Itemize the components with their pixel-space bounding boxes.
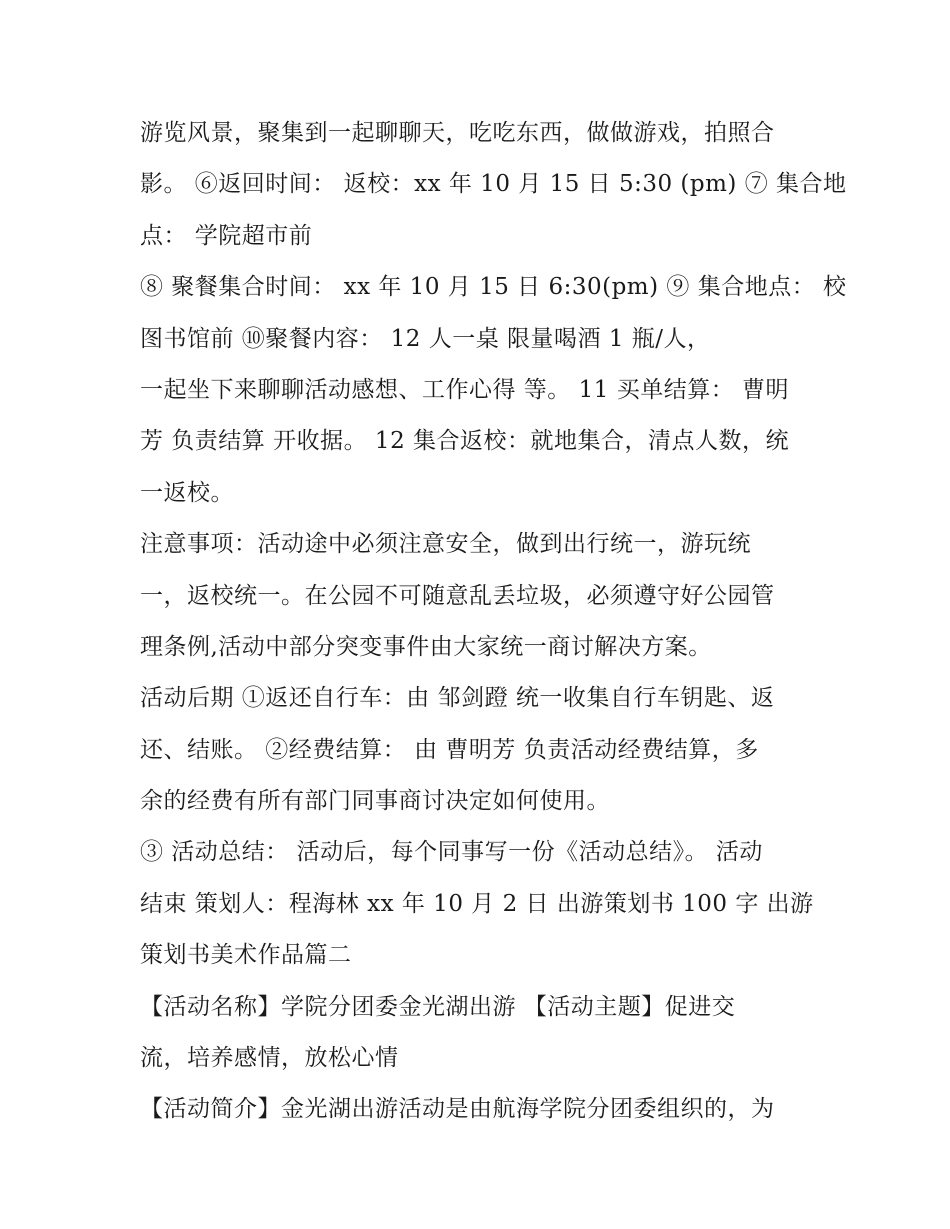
text-line: 注意事项：活动途中必须注意安全，做到出行统一，游玩统	[140, 531, 751, 558]
text-line: 一，返校统一。在公园不可随意乱丢垃圾，必须遵守好公园管	[140, 582, 775, 609]
text-line: 【活动简介】金光湖出游活动是由航海学院分团委组织的，为	[140, 1096, 775, 1123]
text-line: 活动后期 ①返还自行车：由 邹剑蹬 统一收集自行车钥匙、返	[140, 685, 775, 712]
text-line: 影。 ⑥返回时间： 返校：xx 年 10 月 15 日 5:30 (pm) ⑦ 集合地	[140, 171, 847, 198]
text-line: 图书馆前 ⑩聚餐内容： 12 人一桌 限量喝酒 1 瓶/人，	[140, 325, 711, 352]
text-line: 策划书美术作品篇二	[140, 942, 352, 969]
text-line: 流，培养感情，放松心情	[140, 1045, 399, 1072]
text-line: 芳 负责结算 开收据。 12 集合返校：就地集合，清点人数，统	[140, 428, 790, 455]
text-line: 理条例,活动中部分突变事件由大家统一商讨解决方案。	[140, 633, 712, 660]
text-line: ③ 活动总结： 活动后，每个同事写一份《活动总结》。 活动	[140, 839, 763, 866]
text-line: 游览风景，聚集到一起聊聊天，吃吃东西，做做游戏，拍照合	[140, 120, 775, 146]
text-line: 还、结账。 ②经费结算： 由 曹明芳 负责活动经费结算，多	[140, 736, 759, 763]
text-line: 结束 策划人：程海林 xx 年 10 月 2 日 出游策划书 100 字 出游	[140, 890, 814, 917]
text-line: ⑧ 聚餐集合时间： xx 年 10 月 15 日 6:30(pm) ⑨ 集合地点： 校	[140, 274, 847, 301]
text-line: 点： 学院超市前	[140, 222, 313, 249]
text-line: 【活动名称】学院分团委金光湖出游 【活动主题】促进交	[140, 993, 736, 1020]
text-line: 余的经费有所有部门同事商讨决定如何使用。	[140, 788, 610, 815]
text-line: 一起坐下来聊聊活动感想、工作心得 等。 11 买单结算： 曹明	[140, 376, 790, 403]
text-line: 一返校。	[140, 479, 234, 506]
document-body	[140, 108, 847, 1136]
